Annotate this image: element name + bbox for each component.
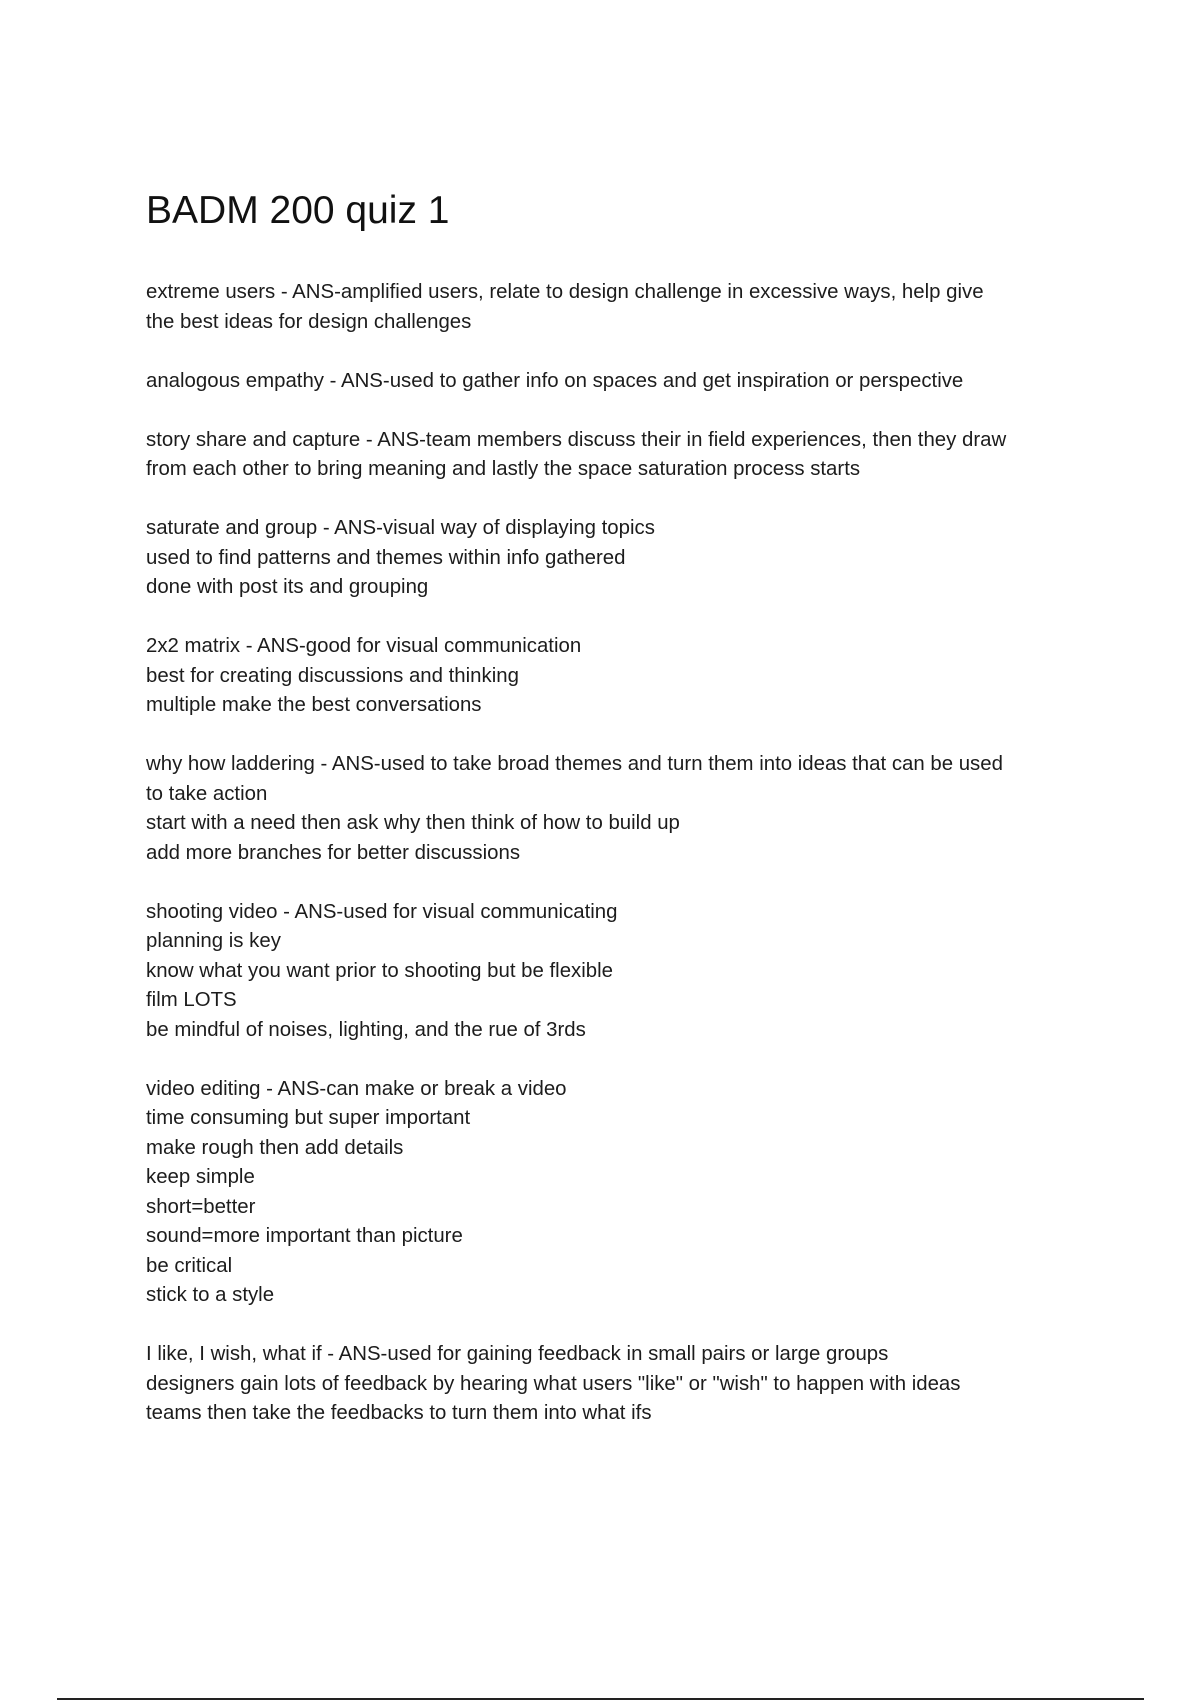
entry-line: story share and capture - ANS-team members discuss their in field experiences, then they draw <box>146 428 1007 451</box>
flashcard-entry <box>146 632 1106 721</box>
entry-line: shooting video - ANS-used for visual communicating <box>146 900 618 923</box>
entry-line: best for creating discussions and thinking <box>146 664 519 687</box>
entry-line: make rough then add details <box>146 1136 404 1159</box>
entry-line: why how laddering - ANS-used to take broad themes and turn them into ideas that can be used <box>146 753 1003 775</box>
flashcard-list <box>146 278 1106 1458</box>
entry-line: start with a need then ask why then think of how to build up <box>146 812 680 834</box>
entry-line: designers gain lots of feedback by hearing what users "like" or "wish" to happen with ideas <box>146 1372 961 1395</box>
entry-line: used to find patterns and themes within info gathered <box>146 546 626 569</box>
entry-line: short=better <box>146 1195 256 1218</box>
entry-line: extreme users - ANS-amplified users, relate to design challenge in excessive ways, help give <box>146 281 984 303</box>
entry-line: teams then take the feedbacks to turn them into what ifs <box>146 1402 652 1424</box>
flashcard-entry <box>146 1340 1106 1429</box>
entry-line: stick to a style <box>146 1284 275 1306</box>
entry-line: to take action <box>146 782 268 805</box>
entry-line: add more branches for better discussions <box>146 841 521 864</box>
entry-line: analogous empathy - ANS-used to gather info on spaces and get inspiration or perspective <box>146 369 964 392</box>
flashcard-entry <box>146 1075 1106 1311</box>
entry-line: time consuming but super important <box>146 1107 471 1129</box>
flashcard-entry <box>146 367 1106 397</box>
entry-line: I like, I wish, what if - ANS-used for gaining feedback in small pairs or large groups <box>146 1343 889 1365</box>
flashcard-entry <box>146 514 1106 603</box>
flashcard-entry <box>146 898 1106 1046</box>
entry-line: be critical <box>146 1254 233 1277</box>
entry-line: sound=more important than picture <box>146 1225 463 1247</box>
entry-line: the best ideas for design challenges <box>146 310 472 333</box>
page-title: BADM 200 quiz 1 <box>146 189 450 232</box>
flashcard-entry <box>146 426 1106 485</box>
entry-line: know what you want prior to shooting but be flexible <box>146 959 613 982</box>
entry-line: multiple make the best conversations <box>146 694 482 716</box>
flashcard-entry <box>146 750 1106 868</box>
entry-line: done with post its and grouping <box>146 576 429 598</box>
entry-line: be mindful of noises, lighting, and the rue of 3rds <box>146 1018 586 1041</box>
entry-line: 2x2 matrix - ANS-good for visual communication <box>146 635 582 657</box>
entry-line: video editing - ANS-can make or break a video <box>146 1077 567 1100</box>
entry-line: planning is key <box>146 930 281 952</box>
flashcard-entry <box>146 278 1106 337</box>
entry-line: film LOTS <box>146 989 237 1011</box>
entry-line: from each other to bring meaning and lastly the space saturation process starts <box>146 458 861 480</box>
entry-line: saturate and group - ANS-visual way of displaying topics <box>146 517 655 539</box>
entry-line: keep simple <box>146 1166 255 1188</box>
